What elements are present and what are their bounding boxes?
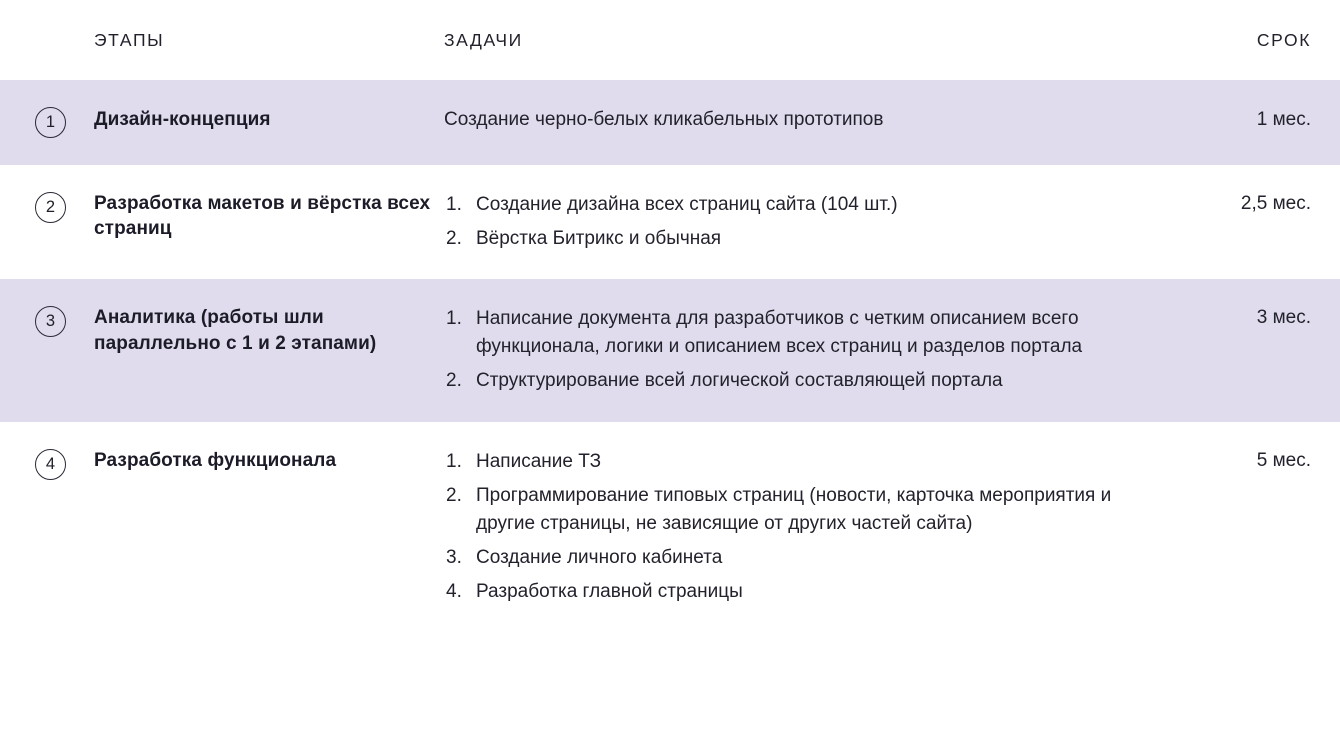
task-item: Написание ТЗ xyxy=(476,450,602,472)
row-stage-cell xyxy=(94,422,444,499)
header-cell-tasks xyxy=(444,30,1131,51)
row-number-cell xyxy=(0,279,94,363)
task-item: Создание личного кабинета xyxy=(476,546,723,568)
task-item: Структурирование всей логической составляющей портала xyxy=(476,370,1003,392)
row-number-badge: 4 xyxy=(35,449,66,480)
row-number-badge: 1 xyxy=(35,107,66,138)
task-list xyxy=(444,191,1140,253)
row-tasks-cell xyxy=(444,422,1160,633)
term-text: 3 мес. xyxy=(1256,307,1311,329)
stage-title: Разработка макетов и вёрстка всех страниц xyxy=(94,193,431,240)
row-term-cell xyxy=(1160,422,1340,501)
table-row xyxy=(0,80,1340,165)
stage-title: Дизайн-концепция xyxy=(94,109,271,130)
task-list xyxy=(444,448,1140,607)
row-term-cell xyxy=(1160,279,1340,358)
term-text: 5 мес. xyxy=(1256,449,1311,471)
row-number-badge: 3 xyxy=(35,306,66,337)
row-number-cell xyxy=(0,165,94,249)
header-label-tasks: ЗАДАЧИ xyxy=(444,29,523,50)
header-cell-term xyxy=(1131,30,1340,51)
task-item: Программирование типовых страниц (новости, карточка мероприятия и другие страницы, не зависящие от других частей сайта) xyxy=(476,484,1112,534)
row-number-cell xyxy=(0,80,94,165)
stage-title: Аналитика (работы шли параллельно с 1 и 2 этапами) xyxy=(94,307,377,354)
table-row xyxy=(0,165,1340,279)
row-stage-cell xyxy=(94,279,444,382)
row-number-cell xyxy=(0,422,94,506)
row-number-badge: 2 xyxy=(35,192,66,223)
table-row xyxy=(0,422,1340,633)
row-stage-cell xyxy=(94,80,444,159)
header-cell-stages xyxy=(94,30,444,51)
row-term-cell xyxy=(1160,80,1340,161)
task-item: Написание документа для разработчиков с четким описанием всего функционала, логики и описанием всех страниц и разделов портала xyxy=(476,308,1083,358)
row-tasks-cell xyxy=(444,279,1160,421)
header-label-term: СРОК xyxy=(1256,29,1311,50)
task-item: Создание дизайна всех страниц сайта (104 шт.) xyxy=(476,194,898,215)
task-item: Вёрстка Битрикс и обычная xyxy=(476,228,722,250)
header-label-stages: ЭТАПЫ xyxy=(94,29,165,50)
row-stage-cell xyxy=(94,165,444,268)
table-row xyxy=(0,279,1340,421)
term-text: 2,5 мес. xyxy=(1240,193,1311,214)
task-list xyxy=(444,305,1140,395)
task-text: Создание черно-белых кликабельных прототипов xyxy=(444,109,884,130)
row-tasks-cell xyxy=(444,80,1160,161)
row-term-cell xyxy=(1160,165,1340,244)
term-text: 1 мес. xyxy=(1256,109,1311,130)
task-item: Разработка главной страницы xyxy=(476,580,743,602)
row-tasks-cell xyxy=(444,165,1160,279)
stage-title: Разработка функционала xyxy=(94,449,337,471)
table-header-row xyxy=(0,0,1340,80)
